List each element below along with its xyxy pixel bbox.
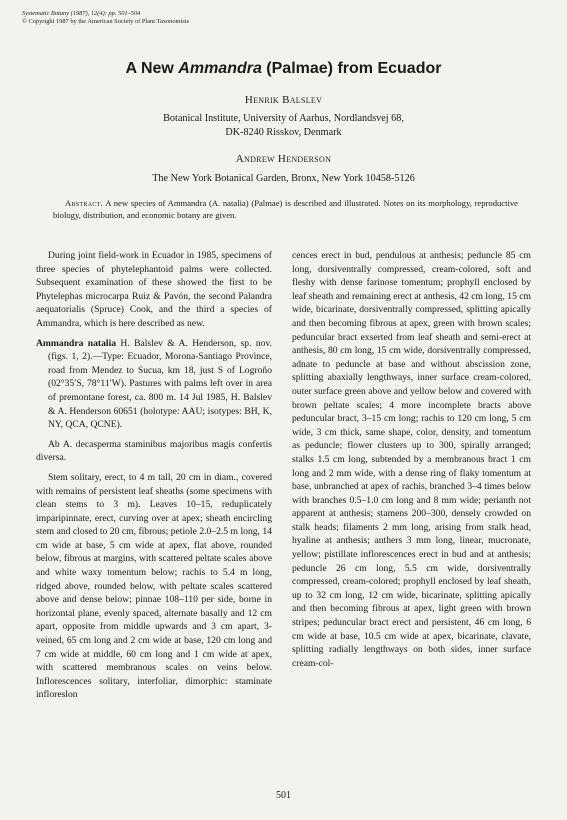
affiliation-line: DK-8240 Risskov, Denmark — [225, 127, 342, 138]
latin-diagnosis: Ab A. decasperma staminibus majoribus magis confertis diversa. — [36, 438, 272, 464]
journal-citation: Systematic Botany (1987), 12(4): pp. 501–504 — [22, 10, 141, 17]
left-column — [36, 249, 272, 702]
author-2-name: Andrew Henderson — [235, 153, 332, 165]
species-citation: H. Balslev & A. Henderson, sp. nov. (figs. 1, 2).—Type: Ecuador, Morona-Santiago Province, road from Mendez to Sucua, km 18, just S of Logroño (02°35′S, 78°11′W). Pastures with palms left over in area of premontane forest, ca. 800 m. 14 Jul 1985, H. Balslev & A. Henderson 60651 (holotype: AAU; isotypes: BH, K, NY, QCA, QCNE). — [48, 337, 272, 431]
affiliation-line: The New York Botanical Garden, Bronx, New York 10458-5126 — [152, 173, 415, 184]
affiliation-line: Botanical Institute, University of Aarhus, Nordlandsvej 68, — [163, 113, 404, 124]
paper-title — [0, 60, 567, 78]
species-name: Ammandra natalia — [36, 337, 117, 349]
description-paragraph: Stem solitary, erect, to 4 m tall, 20 cm in diam., covered with remains of persistent leaf sheaths (some specimens with clean stems to 3 m). Leaves 10–15, reduplicately imparipinnate, erect, curving over at apex; sheath encircling stem and closed to 20 cm, fibrous; petiole 2.0–2.5 m long, 14 cm wide at base, 5 cm wide at apex, flat above, rounded below, fibrous at margins, with scattered peltate scales above and white waxy tomentum below; rachis to 5.4 m long, ridged above, rounded below, with peltate scales scattered above and dense below; pinnae 108–110 per side, borne in horizontal plane, evenly spaced, alternate basally and 12 cm apart, opposite from middle upwards and 3 cm apart, 3-veined, 65 cm long and 2 cm wide at base, 120 cm long and 7 cm wide at middle, 60 cm long and 1 cm wide at apex, with scattered membranous scales on veins below. Inflorescences solitary, interfoliar, dimorphic: staminate infloreslon — [36, 471, 272, 701]
intro-paragraph: During joint field-work in Ecuador in 1985, specimens of three species of phytelephantoid palms were collected. Subsequent examination of these showed the first to be Phytelephas microcarpa Ruiz & Pavón, the second Palandra aequatorialis (Spruce) Cook, and the third a species of Ammandra, which is here described as new. — [36, 250, 272, 329]
journal-header — [22, 10, 189, 26]
page-number: 501 — [276, 790, 291, 801]
abstract-label: Abstract. — [65, 198, 104, 208]
author-2-affiliation — [0, 172, 567, 186]
description-continued: cences erect in bud, pendulous at anthesis; peduncle 85 cm long, dorsiventrally compressed, cream-colored, soft and fleshy with dense farinose tomentum; prophyll enclosed by leaf sheath and remaining erect at anthesis, 42 cm long, 15 cm wide, bicarinate, dorsiventrally compressed, splitting apically and then becoming fibrous at apex, green with brown scales; peduncular bract exserted from leaf sheath and semi-erect at anthesis, 80 cm long, 15 cm wide, dorsiventrally compressed, adnate to peduncle at base and without abscission zone, splitting abaxially lengthways, inner surface cream-colored, outer surface green above and yellow below and covered with brown peltate scales; 4 more incomplete bracts above peduncular bract, 3–15 cm long; rachis to 120 cm long, 5 cm wide, 3 cm thick, same shape, color, density, and tomentum as peduncle; flower clusters up to 300, spirally arranged; stalks 1.5 cm long, subtended by a membranous bract 1 cm long and 2 mm wide, with a dense ring of flaky tomentum at base, unbranched at apex of rachis, branched 3–4 times below with branches 0.5–1.0 cm long and 8 mm wide; perianth not apparent at anthesis; stamens 200–300, densely crowded on stalk heads; filaments 2 mm long, arising from stalk head, hyaline at anthesis; anthers 3 mm long, linear, mucronate, yellow; pistillate inflorescences erect in bud and at anthesis; peduncle 26 cm long, 5.5 cm wide, dorsiventrally compressed, cream-colored; prophyll enclosed by leaf sheath, up to 32 cm long, 12 cm wide, bicarinate, splitting apically and then becoming fibrous at apex, light green with brown stripes; peduncular bract erect and persistent, 46 cm long, 6 cm wide at base, 10.5 cm wide at apex, bicarinate, clavate, splitting radially lengthways on both sides, inner surface cream-col- — [292, 250, 531, 669]
abstract — [53, 198, 518, 221]
right-column — [292, 249, 531, 670]
title-genus: Ammandra — [178, 60, 262, 77]
author-1-affiliation — [0, 112, 567, 140]
abstract-text: A new species of Ammandra (A. natalia) (Palmae) is described and illustrated. Notes on its morphology, reproductive biology, distribution, and economic botany are given. — [53, 198, 518, 220]
title-prefix: A New — [125, 60, 179, 77]
author-1-name: Henrik Balslev — [244, 94, 323, 106]
title-suffix: (Palmae) from Ecuador — [261, 60, 442, 77]
species-paragraph — [36, 337, 272, 432]
copyright-notice: © Copyright 1987 by the American Society of Plant Taxonomists — [22, 18, 190, 25]
